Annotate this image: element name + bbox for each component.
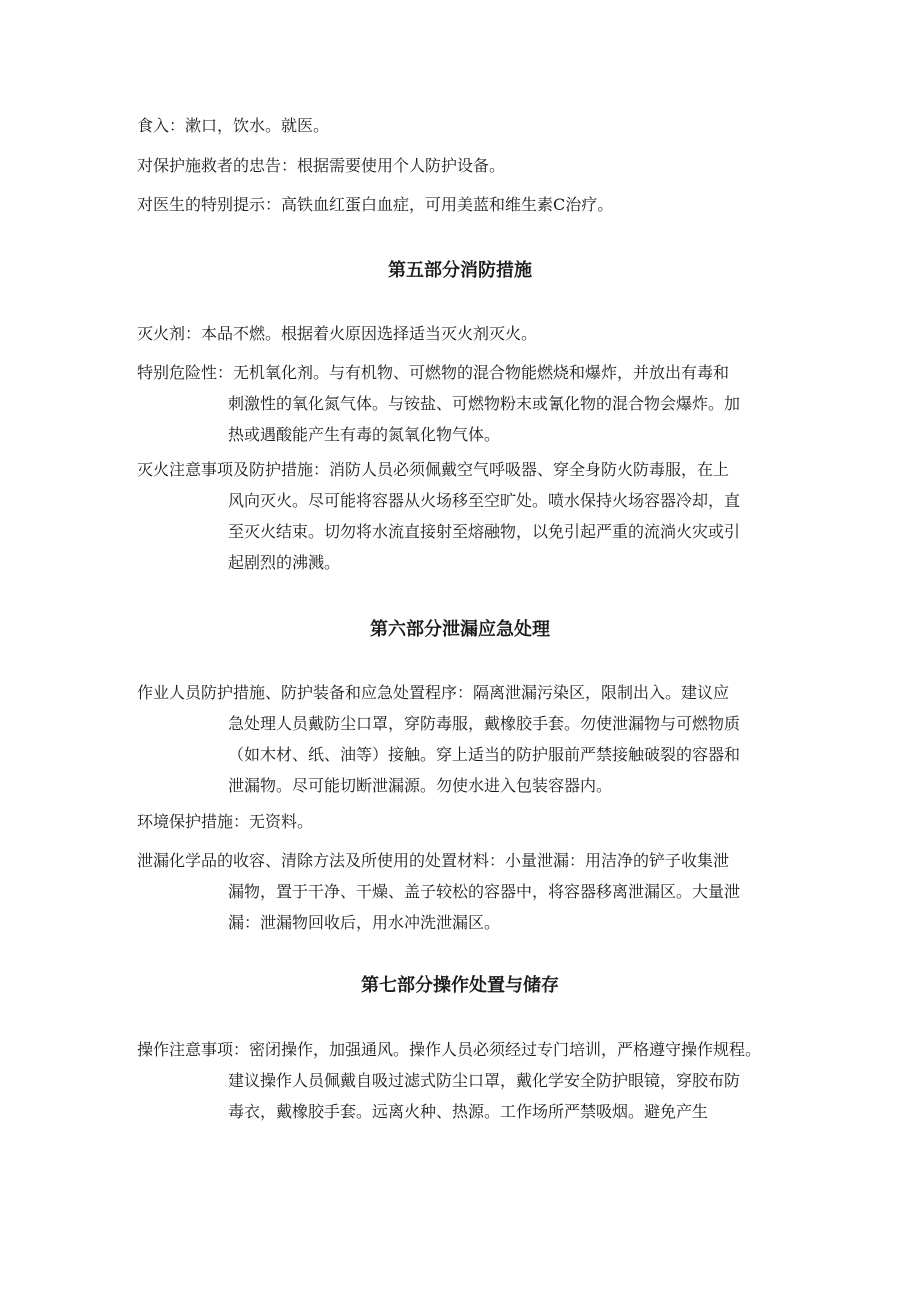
handling-line-2: 建议操作人员佩戴自吸过滤式防尘口罩，戴化学安全防护眼镜，穿胶布防	[228, 1071, 741, 1090]
personal-protection	[137, 677, 740, 801]
protection-line-3: （如木材、纸、油等）接触。穿上适当的防护服前严禁接触破裂的容器和	[228, 745, 741, 764]
physician-note: 对医生的特别提示：高铁血红蛋白血症，可用美蓝和维生素C治疗。	[137, 195, 614, 214]
cleanup-line-1: 泄漏化学品的收容、清除方法及所使用的处置材料：小量泄漏：用洁净的铲子收集泄	[137, 851, 730, 870]
section-5-heading: 第五部分消防措施	[388, 260, 532, 281]
rescuer-advice: 对保护施救者的忠告：根据需要使用个人防护设备。	[137, 156, 506, 175]
protection-line-4: 泄漏物。尽可能切断泄漏源。勿使水进入包装容器内。	[228, 776, 613, 795]
precautions-line-3: 至灭火结束。切勿将水流直接射至熔融物，以免引起严重的流淌火灾或引	[228, 522, 741, 541]
extinguishing-agent: 灭火剂：本品不燃。根据着火原因选择适当灭火剂灭火。	[137, 324, 538, 343]
cleanup-line-3: 漏：泄漏物回收后，用水冲洗泄漏区。	[228, 913, 501, 932]
precautions-line-2: 风向灭火。尽可能将容器从火场移至空旷处。喷水保持火场容器冷却，直	[228, 491, 741, 510]
environmental-measures: 环境保护措施：无资料。	[137, 812, 314, 831]
firefighting-precautions	[137, 454, 740, 578]
protection-line-2: 急处理人员戴防尘口罩，穿防毒服，戴橡胶手套。勿使泄漏物与可燃物质	[228, 714, 741, 733]
handling-line-3: 毒衣，戴橡胶手套。远离火种、热源。工作场所严禁吸烟。避免产生	[228, 1102, 709, 1121]
section-7-heading: 第七部分操作处置与储存	[361, 975, 559, 996]
section-6-heading: 第六部分泄漏应急处理	[370, 619, 550, 640]
special-hazards	[137, 357, 740, 450]
cleanup-line-2: 漏物，置于干净、干燥、盖子较松的容器中，将容器移离泄漏区。大量泄	[228, 882, 741, 901]
special-hazards-line-1: 特别危险性：无机氧化剂。与有机物、可燃物的混合物能燃烧和爆炸，并放出有毒和	[137, 363, 730, 382]
precautions-line-1: 灭火注意事项及防护措施：消防人员必须佩戴空气呼吸器、穿全身防火防毒服，在上	[137, 460, 730, 479]
first-aid-ingestion: 食入：漱口，饮水。就医。	[137, 116, 330, 135]
handling-precautions	[137, 1034, 761, 1127]
special-hazards-line-2: 刺激性的氧化氮气体。与铵盐、可燃物粉末或氰化物的混合物会爆炸。加	[228, 394, 741, 413]
special-hazards-line-3: 热或遇酸能产生有毒的氮氧化物气体。	[228, 425, 501, 444]
handling-line-1: 操作注意事项：密闭操作，加强通风。操作人员必须经过专门培训，严格遵守操作规程。	[137, 1040, 762, 1059]
spill-cleanup	[137, 845, 740, 938]
precautions-line-4: 起剧烈的沸溅。	[228, 553, 341, 572]
protection-line-1: 作业人员防护措施、防护装备和应急处置程序：隔离泄漏污染区，限制出入。建议应	[137, 683, 730, 702]
